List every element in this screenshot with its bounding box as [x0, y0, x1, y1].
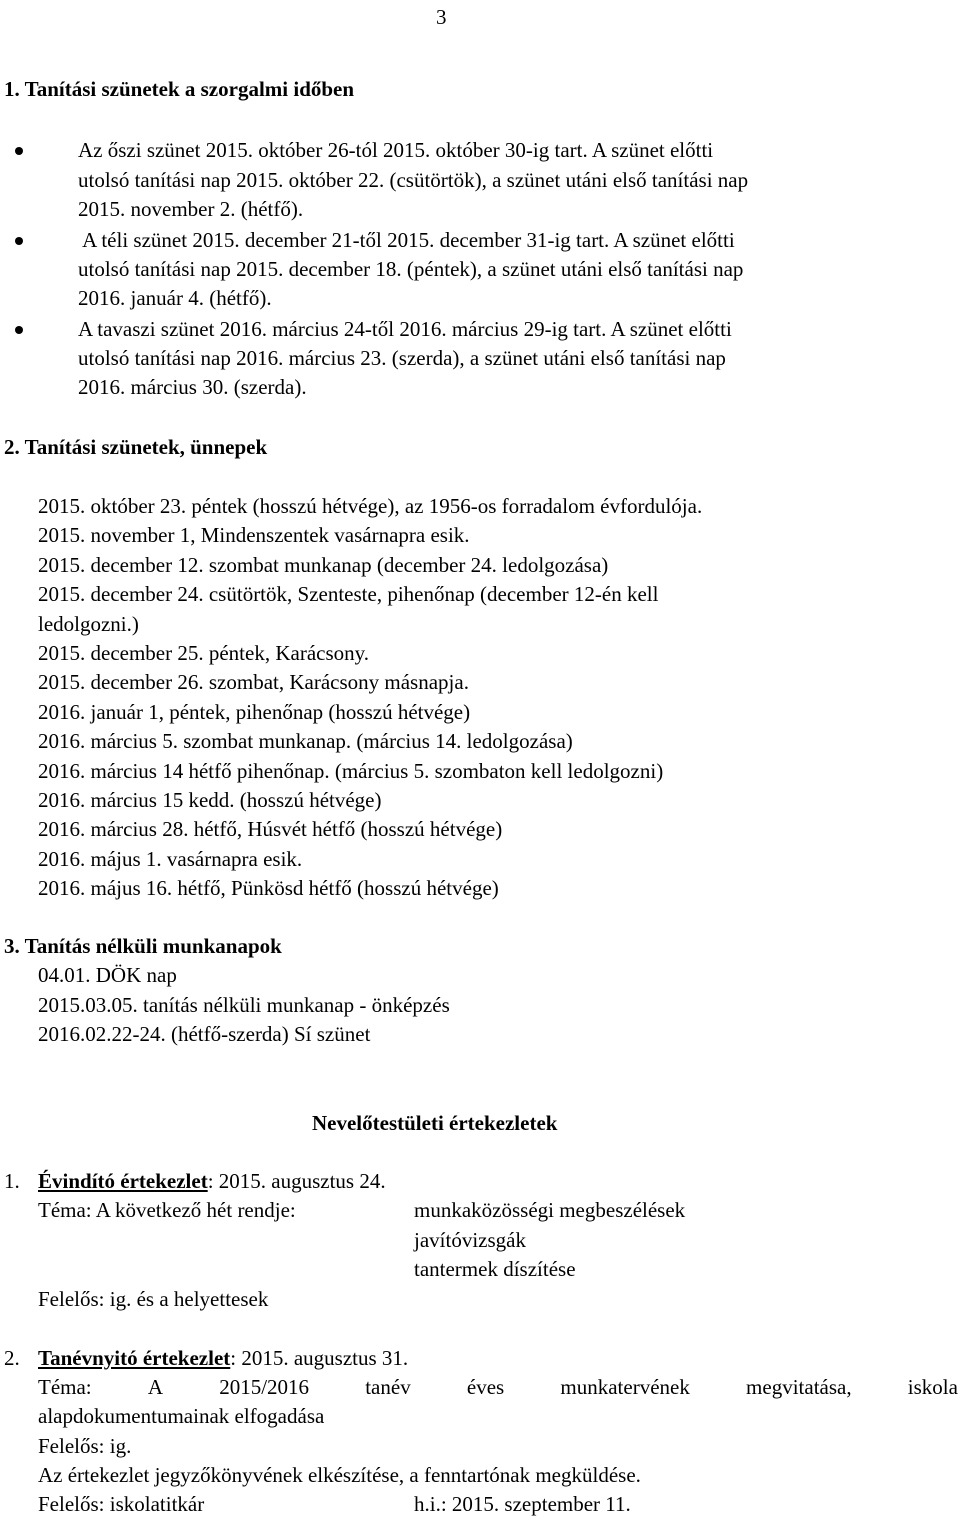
holiday-line: 2015. december 25. péntek, Karácsony. — [38, 641, 370, 665]
meeting-1-tema-label: Téma: A következő hét rendje: — [38, 1198, 296, 1222]
meeting-2-tema-line-1 — [38, 1377, 958, 1398]
meeting-2-felelos-2: Felelős: iskolatitkár — [38, 1492, 205, 1516]
tema-word: tanév — [365, 1375, 411, 1399]
meeting-2-number: 2. — [4, 1346, 20, 1370]
workday-3: 2016.02.22-24. (hétfő-szerda) Sí szünet — [38, 1022, 371, 1046]
meeting-1-date: : 2015. augusztus 24. — [207, 1169, 386, 1193]
bullet-1-line-2: utolsó tanítási nap 2015. október 22. (csütörtök), a szünet utáni első tanítási nap — [78, 168, 749, 192]
meeting-1-tema-item: javítóvizsgák — [414, 1228, 526, 1252]
bullet-3-line-1: A tavaszi szünet 2016. március 24-től 2016. március 29-ig tart. A szünet előtti — [78, 317, 732, 341]
holiday-line: 2015. október 23. péntek (hosszú hétvége), az 1956-os forradalom évfordulója. — [38, 494, 703, 518]
meeting-2-felelos: Felelős: ig. — [38, 1434, 132, 1458]
holiday-line: 2015. december 26. szombat, Karácsony másnapja. — [38, 670, 469, 695]
bullet-2-line-2: utolsó tanítási nap 2015. december 18. (péntek), a szünet utáni első tanítási nap — [78, 257, 744, 281]
meeting-2-header — [38, 1348, 408, 1369]
section-2-heading: 2. Tanítási szünetek, ünnepek — [4, 435, 268, 459]
tema-word: 2015/2016 — [219, 1375, 310, 1399]
tema-word: Téma: — [38, 1375, 92, 1399]
workday-2: 2015.03.05. tanítás nélküli munkanap - önképzés — [38, 993, 450, 1017]
tema-word: A — [147, 1375, 163, 1399]
holiday-line: ledolgozni.) — [38, 611, 139, 636]
bullet-icon — [15, 237, 23, 245]
meeting-2-tema-line-2: alapdokumentumainak elfogadása — [38, 1404, 325, 1428]
meeting-1-tema-item: munkaközösségi megbeszélések — [414, 1198, 686, 1222]
meetings-title: Nevelőtestületi értekezletek — [312, 1111, 558, 1135]
tema-word: iskola — [907, 1375, 958, 1399]
meeting-1-felelos: Felelős: ig. és a helyettesek — [38, 1287, 269, 1311]
bullet-2-line-3: 2016. január 4. (hétfő). — [78, 286, 272, 310]
meeting-1-number: 1. — [4, 1169, 20, 1193]
meeting-1-header — [38, 1171, 386, 1192]
bullet-3-line-2: utolsó tanítási nap 2016. március 23. (szerda), a szünet utáni első tanítási nap — [78, 346, 726, 370]
holiday-line: 2015. december 24. csütörtök, Szenteste, pihenőnap (december 12-én kell — [38, 582, 659, 607]
holiday-line: 2016. március 15 kedd. (hosszú hétvége) — [38, 788, 382, 812]
bullet-3-line-3: 2016. március 30. (szerda). — [78, 375, 307, 399]
holiday-line: 2016. március 28. hétfő, Húsvét hétfő (hosszú hétvége) — [38, 817, 503, 842]
meeting-2-date: : 2015. augusztus 31. — [230, 1346, 409, 1370]
workday-1: 04.01. DÖK nap — [38, 963, 177, 987]
bullet-icon — [15, 326, 23, 334]
bullet-icon — [15, 147, 23, 155]
meeting-2-name: Tanévnyitó értekezlet — [38, 1346, 231, 1370]
holiday-line: 2015. december 12. szombat munkanap (december 24. ledolgozása) — [38, 552, 609, 577]
page-number: 3 — [436, 5, 447, 29]
bullet-1-line-3: 2015. november 2. (hétfő). — [78, 197, 304, 221]
holiday-line: 2016. március 5. szombat munkanap. (március 14. ledolgozása) — [38, 729, 573, 754]
meeting-1-tema-item: tantermek díszítése — [414, 1257, 576, 1281]
holiday-line: 2016. május 1. vasárnapra esik. — [38, 846, 303, 871]
bullet-1-line-1: Az őszi szünet 2015. október 26-tól 2015. október 30-ig tart. A szünet előtti — [78, 138, 714, 162]
holiday-line: 2016. május 16. hétfő, Pünkösd hétfő (hosszú hétvége) — [38, 876, 499, 901]
section-1-heading: 1. Tanítási szünetek a szorgalmi időben — [4, 77, 355, 101]
meeting-1-name: Évindító értekezlet — [38, 1169, 208, 1193]
meeting-2-note: Az értekezlet jegyzőkönyvének elkészítése, a fenntartónak megküldése. — [38, 1463, 641, 1487]
section-3-heading: 3. Tanítás nélküli munkanapok — [4, 934, 282, 958]
holiday-line: 2016. január 1, péntek, pihenőnap (hosszú hétvége) — [38, 699, 471, 724]
tema-word: éves — [466, 1375, 505, 1399]
tema-word: munkatervének — [560, 1375, 690, 1399]
bullet-2-line-1: A téli szünet 2015. december 21-től 2015. december 31-ig tart. A szünet előtti — [78, 228, 735, 252]
holiday-line: 2015. november 1, Mindenszentek vasárnapra esik. — [38, 523, 470, 548]
holiday-line: 2016. március 14 hétfő pihenőnap. (március 5. szombaton kell ledolgozni) — [38, 758, 664, 783]
meeting-2-deadline: h.i.: 2015. szeptember 11. — [414, 1492, 631, 1516]
tema-word: megvitatása, — [746, 1375, 852, 1399]
